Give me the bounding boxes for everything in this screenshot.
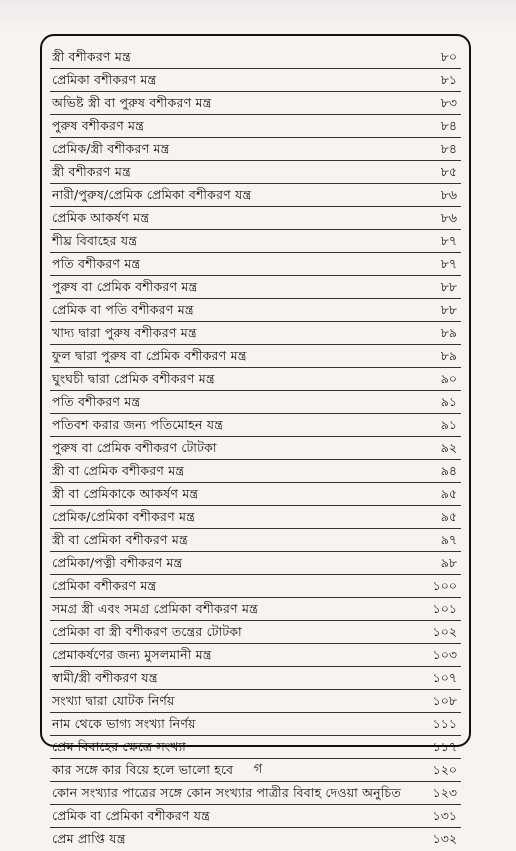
toc-entry-title: ঘুংঘচী দ্বারা প্রেমিক বশীকরণ মন্ত্র bbox=[52, 371, 215, 386]
table-of-contents-list bbox=[42, 46, 469, 851]
toc-entry-page-number: ১০৩ bbox=[432, 647, 457, 662]
toc-entry-title: স্ত্রী বা প্রেমিক বশীকরণ মন্ত্র bbox=[52, 463, 185, 478]
toc-entry bbox=[50, 598, 461, 621]
toc-entry-page-number: ৯৫ bbox=[440, 486, 457, 501]
table-of-contents-frame bbox=[40, 34, 471, 846]
toc-entry bbox=[50, 552, 461, 575]
toc-entry-page-number: ৯১ bbox=[440, 417, 457, 432]
toc-entry-title: প্রেমিকা বা স্ত্রী বশীকরণ তন্ত্রের টোটকা bbox=[52, 624, 242, 639]
toc-entry bbox=[50, 345, 461, 368]
toc-entry-page-number: ১১৭ bbox=[432, 739, 457, 754]
toc-entry bbox=[50, 138, 461, 161]
toc-entry bbox=[50, 782, 461, 805]
toc-entry-title: পতি বশীকরণ মন্ত্র bbox=[52, 256, 141, 271]
toc-entry-page-number: ৮৭ bbox=[440, 256, 457, 271]
toc-entry bbox=[50, 184, 461, 207]
toc-entry-title: স্ত্রী বশীকরণ মন্ত্র bbox=[52, 49, 131, 64]
toc-entry-page-number: ৮৬ bbox=[440, 187, 457, 202]
toc-entry bbox=[50, 92, 461, 115]
toc-entry-title: স্ত্রী বশীকরণ মন্ত্র bbox=[52, 164, 131, 179]
toc-entry-title: পুরুষ বা প্রেমিক বশীকরণ টোটকা bbox=[52, 440, 217, 455]
toc-entry-page-number: ৮০ bbox=[440, 49, 457, 64]
toc-entry-title: প্রেমিকা বশীকরণ মন্ত্র bbox=[52, 72, 157, 87]
toc-entry bbox=[50, 506, 461, 529]
toc-entry bbox=[50, 207, 461, 230]
toc-entry bbox=[50, 460, 461, 483]
toc-entry-title: নাম থেকে ভাগ্য সংখ্যা নির্ণয় bbox=[52, 716, 196, 731]
toc-entry-title: প্রেমিক বা প্রেমিকা বশীকরণ যন্ত্র bbox=[52, 808, 211, 823]
toc-entry-title: প্রেমিকা/পত্নী বশীকরণ মন্ত্র bbox=[52, 555, 183, 570]
toc-entry bbox=[50, 713, 461, 736]
toc-entry-title: প্রেমিক/স্ত্রী বশীকরণ মন্ত্র bbox=[52, 141, 170, 156]
toc-entry-page-number: ১৩২ bbox=[432, 831, 457, 846]
toc-entry bbox=[50, 690, 461, 713]
toc-entry bbox=[50, 253, 461, 276]
toc-entry-page-number: ৮৮ bbox=[440, 279, 457, 294]
toc-entry-title: স্বামী/স্ত্রী বশীকরণ যন্ত্র bbox=[52, 670, 158, 685]
toc-entry-title: নারী/পুরুষ/প্রেমিক প্রেমিকা বশীকরণ যন্ত্র bbox=[52, 187, 252, 202]
toc-entry bbox=[50, 483, 461, 506]
toc-entry bbox=[50, 115, 461, 138]
toc-entry bbox=[50, 46, 461, 69]
toc-entry bbox=[50, 161, 461, 184]
toc-entry bbox=[50, 276, 461, 299]
toc-entry-title: প্রেমিক বা পতি বশীকরণ মন্ত্র bbox=[52, 302, 194, 317]
toc-entry-title: অভিষ্ট স্ত্রী বা পুরুষ বশীকরণ মন্ত্র bbox=[52, 95, 212, 110]
toc-entry-title: খাদ্য দ্বারা পুরুষ বশীকরণ মন্ত্র bbox=[52, 325, 197, 340]
toc-entry-page-number: ৯২ bbox=[440, 440, 457, 455]
toc-entry bbox=[50, 414, 461, 437]
toc-entry-title: প্রেমিক আকর্ষণ মন্ত্র bbox=[52, 210, 150, 225]
toc-entry bbox=[50, 828, 461, 851]
toc-entry bbox=[50, 644, 461, 667]
toc-entry-page-number: ১০২ bbox=[432, 624, 457, 639]
toc-entry-title: কার সঙ্গে কার বিয়ে হলে ভালো হবে bbox=[52, 762, 234, 777]
page-top-shading bbox=[0, 0, 516, 34]
toc-entry-title: সমগ্র স্ত্রী এবং সমগ্র প্রেমিকা বশীকরণ মন্ত্র bbox=[52, 601, 259, 616]
toc-entry-page-number: ৮৫ bbox=[440, 164, 457, 179]
toc-entry bbox=[50, 736, 461, 759]
toc-entry-title: সংখ্যা দ্বারা যোটক নির্ণয় bbox=[52, 693, 175, 708]
toc-entry-title: প্রেম বিবাহের ক্ষেত্রে সংখ্যা bbox=[52, 739, 186, 754]
toc-entry-page-number: ১২৩ bbox=[432, 785, 457, 800]
toc-entry-title: পতিবশ করার জন্য পতিমোহন যন্ত্র bbox=[52, 417, 224, 432]
toc-entry-title: প্রেম প্রাপ্তি যন্ত্র bbox=[52, 831, 126, 846]
toc-entry bbox=[50, 230, 461, 253]
toc-entry bbox=[50, 69, 461, 92]
toc-entry-page-number: ৯৪ bbox=[440, 463, 457, 478]
toc-entry bbox=[50, 437, 461, 460]
toc-entry-page-number: ৯৫ bbox=[440, 509, 457, 524]
toc-entry bbox=[50, 368, 461, 391]
toc-entry-page-number: ৮৬ bbox=[440, 210, 457, 225]
toc-entry-title: প্রেমিকা বশীকরণ মন্ত্র bbox=[52, 578, 157, 593]
toc-entry-title: পুরুষ বশীকরণ মন্ত্র bbox=[52, 118, 145, 133]
toc-entry-title: স্ত্রী বা প্রেমিকাকে আকর্ষণ মন্ত্র bbox=[52, 486, 199, 501]
toc-entry-title: কোন সংখ্যার পাত্রের সঙ্গে কোন সংখ্যার পাত্রীর বিবাহ দেওয়া অনুচিত bbox=[52, 785, 401, 800]
toc-entry-page-number: ৮৯ bbox=[440, 348, 457, 363]
toc-entry-page-number: ৮৯ bbox=[440, 325, 457, 340]
toc-entry-title: শীঘ্র বিবাহের যন্ত্র bbox=[52, 233, 138, 248]
toc-entry bbox=[50, 805, 461, 828]
toc-entry-title: পতি বশীকরণ মন্ত্র bbox=[52, 394, 141, 409]
toc-entry-page-number: ৮৩ bbox=[440, 95, 457, 110]
toc-entry-page-number: ১২০ bbox=[432, 762, 457, 777]
toc-entry bbox=[50, 529, 461, 552]
toc-entry-title: প্রেমাকর্ষণের জন্য মুসলমানী মন্ত্র bbox=[52, 647, 212, 662]
toc-entry-page-number: ১০৮ bbox=[432, 693, 457, 708]
toc-entry bbox=[50, 575, 461, 598]
toc-entry bbox=[50, 667, 461, 690]
toc-entry-page-number: ১৩১ bbox=[432, 808, 457, 823]
toc-entry bbox=[50, 391, 461, 414]
toc-entry bbox=[50, 322, 461, 345]
toc-entry-page-number: ৯৭ bbox=[440, 532, 457, 547]
toc-entry-title: স্ত্রী বা প্রেমিকা বশীকরণ মন্ত্র bbox=[52, 532, 188, 547]
toc-entry-page-number: ৯১ bbox=[440, 394, 457, 409]
toc-entry bbox=[50, 621, 461, 644]
toc-entry-page-number: ৯০ bbox=[440, 371, 457, 386]
toc-entry bbox=[50, 299, 461, 322]
toc-entry-page-number: ১০০ bbox=[432, 578, 457, 593]
toc-entry-page-number: ৮৭ bbox=[440, 233, 457, 248]
toc-entry-title: পুরুষ বা প্রেমিক বশীকরণ মন্ত্র bbox=[52, 279, 198, 294]
toc-entry-page-number: ৮৪ bbox=[440, 118, 457, 133]
toc-entry-title: প্রেমিক/প্রেমিকা বশীকরণ মন্ত্র bbox=[52, 509, 196, 524]
toc-entry-page-number: ১০১ bbox=[432, 601, 457, 616]
toc-entry-page-number: ৮৪ bbox=[440, 141, 457, 156]
toc-entry-page-number: ৮১ bbox=[440, 72, 457, 87]
toc-entry-page-number: ৮৮ bbox=[440, 302, 457, 317]
toc-entry-page-number: ৯৮ bbox=[440, 555, 457, 570]
toc-entry-title: ফুল দ্বারা পুরুষ বা প্রেমিক বশীকরণ মন্ত্র bbox=[52, 348, 247, 363]
toc-entry-page-number: ১১১ bbox=[432, 716, 457, 731]
page-number-footer: গ bbox=[253, 762, 263, 777]
toc-entry-page-number: ১০৭ bbox=[432, 670, 457, 685]
